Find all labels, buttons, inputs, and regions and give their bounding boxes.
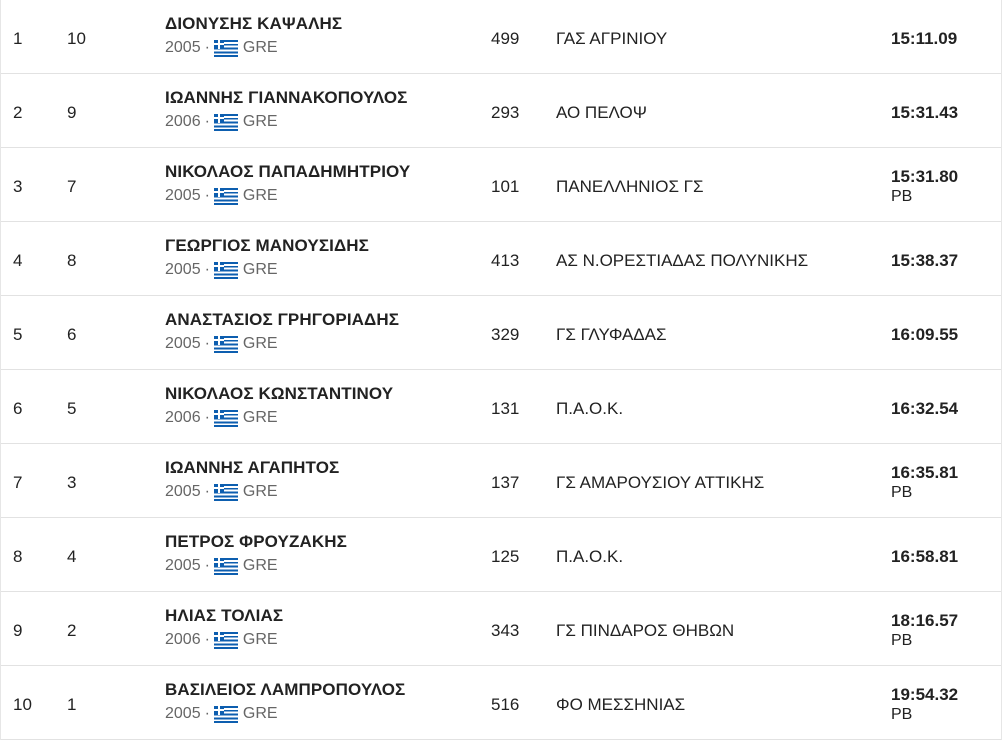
- country-code: GRE: [242, 113, 278, 130]
- club-cell: ΓΣ ΠΙΝΔΑΡΟΣ ΘΗΒΩΝ: [556, 621, 735, 640]
- birth-year: 2005: [165, 187, 201, 204]
- result-time: 15:38.37: [891, 251, 959, 270]
- lane-cell: 2: [67, 621, 77, 640]
- result-note-badge: PB: [891, 706, 913, 723]
- bib-cell: 101: [491, 177, 520, 196]
- separator: ·: [204, 261, 210, 278]
- result-time: 15:31.43: [891, 103, 959, 122]
- table-row[interactable]: [1, 296, 1001, 370]
- athlete-meta: [165, 408, 278, 428]
- separator: ·: [204, 409, 210, 426]
- rank-cell: 8: [13, 547, 23, 566]
- greece-flag-icon: [214, 262, 238, 279]
- rank-cell: 6: [13, 399, 23, 418]
- athlete-meta: [165, 630, 278, 650]
- club-cell: ΑΣ Ν.ΟΡΕΣΤΙΑΔΑΣ ΠΟΛΥΝΙΚΗΣ: [556, 251, 809, 270]
- table-row[interactable]: [1, 74, 1001, 148]
- result-time: 16:35.81: [891, 463, 959, 482]
- birth-year: 2005: [165, 483, 201, 500]
- lane-cell: 6: [67, 325, 77, 344]
- country-code: GRE: [242, 335, 278, 352]
- result-time: 18:16.57: [891, 611, 959, 630]
- birth-year: 2005: [165, 39, 201, 56]
- greece-flag-icon: [214, 706, 238, 723]
- lane-cell: 1: [67, 695, 77, 714]
- table-row[interactable]: [1, 666, 1001, 740]
- table-row[interactable]: [1, 592, 1001, 666]
- lane-cell: 8: [67, 251, 77, 270]
- lane-cell: 7: [67, 177, 77, 196]
- birth-year: 2005: [165, 335, 201, 352]
- greece-flag-icon: [214, 40, 238, 57]
- greece-flag-icon: [214, 632, 238, 649]
- rank-cell: 7: [13, 473, 23, 492]
- result-time: 16:58.81: [891, 547, 959, 566]
- athlete-meta: [165, 556, 278, 576]
- athlete-name-link[interactable]: ΓΕΩΡΓΙΟΣ ΜΑΝΟΥΣΙΔΗΣ: [165, 236, 369, 255]
- athlete-name-link[interactable]: ΒΑΣΙΛΕΙΟΣ ΛΑΜΠΡΟΠΟΥΛΟΣ: [165, 680, 406, 699]
- greece-flag-icon: [214, 558, 238, 575]
- birth-year: 2006: [165, 631, 201, 648]
- result-time: 16:32.54: [891, 399, 959, 418]
- athlete-meta: [165, 186, 278, 206]
- rank-cell: 5: [13, 325, 23, 344]
- separator: ·: [204, 335, 210, 352]
- athlete-meta: [165, 704, 278, 724]
- birth-year: 2005: [165, 261, 201, 278]
- club-cell: ΦΟ ΜΕΣΣΗΝΙΑΣ: [556, 695, 686, 714]
- table-row[interactable]: [1, 370, 1001, 444]
- athlete-name-link[interactable]: ΝΙΚΟΛΑΟΣ ΠΑΠΑΔΗΜΗΤΡΙΟΥ: [165, 162, 411, 181]
- separator: ·: [204, 631, 210, 648]
- birth-year: 2005: [165, 557, 201, 574]
- lane-cell: 3: [67, 473, 77, 492]
- greece-flag-icon: [214, 114, 238, 131]
- lane-cell: 10: [67, 29, 86, 48]
- greece-flag-icon: [214, 188, 238, 205]
- club-cell: ΑΟ ΠΕΛΟΨ: [556, 103, 647, 122]
- country-code: GRE: [242, 557, 278, 574]
- result-time: 16:09.55: [891, 325, 959, 344]
- table-row[interactable]: [1, 0, 1001, 74]
- rank-cell: 9: [13, 621, 23, 640]
- bib-cell: 131: [491, 399, 520, 418]
- table-row[interactable]: [1, 222, 1001, 296]
- bib-cell: 293: [491, 103, 520, 122]
- country-code: GRE: [242, 483, 278, 500]
- athlete-meta: [165, 38, 278, 58]
- country-code: GRE: [242, 187, 278, 204]
- greece-flag-icon: [214, 484, 238, 501]
- club-cell: ΓΣ ΑΜΑΡΟΥΣΙΟΥ ΑΤΤΙΚΗΣ: [556, 473, 765, 492]
- rank-cell: 1: [13, 29, 23, 48]
- table-row[interactable]: [1, 148, 1001, 222]
- country-code: GRE: [242, 39, 278, 56]
- lane-cell: 9: [67, 103, 77, 122]
- result-time: 15:31.80: [891, 167, 959, 186]
- table-row[interactable]: [1, 518, 1001, 592]
- rank-cell: 10: [13, 695, 32, 714]
- club-cell: ΠΑΝΕΛΛΗΝΙΟΣ ΓΣ: [556, 177, 704, 196]
- separator: ·: [204, 557, 210, 574]
- athlete-name-link[interactable]: ΑΝΑΣΤΑΣΙΟΣ ΓΡΗΓΟΡΙΑΔΗΣ: [165, 310, 400, 329]
- club-cell: ΓΣ ΓΛΥΦΑΔΑΣ: [556, 325, 667, 344]
- club-cell: Π.Α.Ο.Κ.: [556, 399, 624, 418]
- greece-flag-icon: [214, 410, 238, 427]
- lane-cell: 5: [67, 399, 77, 418]
- athlete-meta: [165, 334, 278, 354]
- result-note-badge: PB: [891, 484, 913, 501]
- athlete-name-link[interactable]: ΔΙΟΝΥΣΗΣ ΚΑΨΑΛΗΣ: [165, 14, 343, 33]
- table-row[interactable]: [1, 444, 1001, 518]
- country-code: GRE: [242, 261, 278, 278]
- athlete-name-link[interactable]: ΙΩΑΝΝΗΣ ΑΓΑΠΗΤΟΣ: [165, 458, 340, 477]
- athlete-name-link[interactable]: ΠΕΤΡΟΣ ΦΡΟΥΖΑΚΗΣ: [165, 532, 347, 551]
- separator: ·: [204, 113, 210, 130]
- country-code: GRE: [242, 409, 278, 426]
- club-cell: Π.Α.Ο.Κ.: [556, 547, 624, 566]
- separator: ·: [204, 39, 210, 56]
- separator: ·: [204, 187, 210, 204]
- bib-cell: 329: [491, 325, 520, 344]
- bib-cell: 516: [491, 695, 520, 714]
- bib-cell: 499: [491, 29, 520, 48]
- separator: ·: [204, 483, 210, 500]
- bib-cell: 137: [491, 473, 520, 492]
- birth-year: 2005: [165, 705, 201, 722]
- athlete-meta: [165, 482, 278, 502]
- separator: ·: [204, 705, 210, 722]
- bib-cell: 125: [491, 547, 520, 566]
- country-code: GRE: [242, 705, 278, 722]
- athlete-name-link[interactable]: ΙΩΑΝΝΗΣ ΓΙΑΝΝΑΚΟΠΟΥΛΟΣ: [165, 88, 408, 107]
- rank-cell: 3: [13, 177, 23, 196]
- athlete-name-link[interactable]: ΝΙΚΟΛΑΟΣ ΚΩΝΣΤΑΝΤΙΝΟΥ: [165, 384, 394, 403]
- result-note-badge: PB: [891, 188, 913, 205]
- birth-year: 2006: [165, 409, 201, 426]
- result-time: 15:11.09: [891, 29, 958, 48]
- greece-flag-icon: [214, 336, 238, 353]
- result-note-badge: PB: [891, 632, 913, 649]
- athlete-meta: [165, 260, 278, 280]
- athlete-name-link[interactable]: ΗΛΙΑΣ ΤΟΛΙΑΣ: [165, 606, 284, 625]
- birth-year: 2006: [165, 113, 201, 130]
- athlete-meta: [165, 112, 278, 132]
- lane-cell: 4: [67, 547, 77, 566]
- rank-cell: 4: [13, 251, 23, 270]
- bib-cell: 413: [491, 251, 520, 270]
- club-cell: ΓΑΣ ΑΓΡΙΝΙΟΥ: [556, 29, 668, 48]
- result-time: 19:54.32: [891, 685, 959, 704]
- rank-cell: 2: [13, 103, 23, 122]
- country-code: GRE: [242, 631, 278, 648]
- bib-cell: 343: [491, 621, 520, 640]
